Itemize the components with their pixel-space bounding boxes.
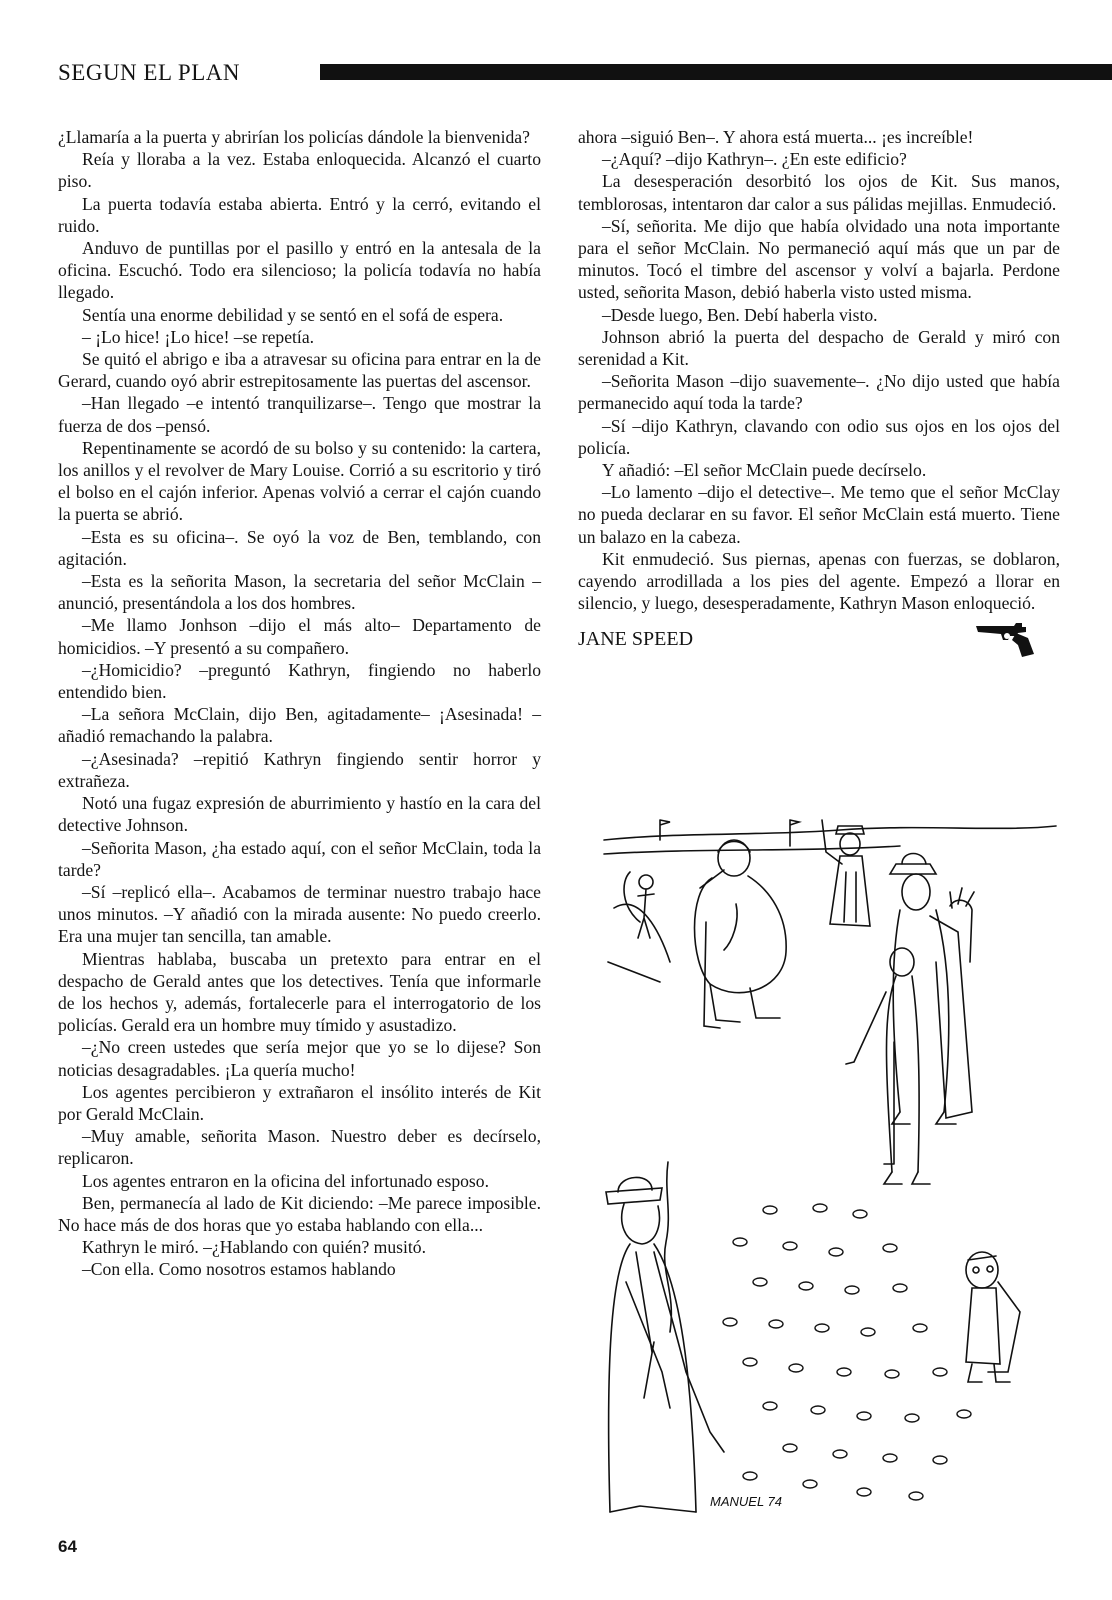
paragraph: –Sí –dijo Kathryn, clavando con odio sus ojos en los ojos del policía. [578, 415, 1060, 458]
paragraph: Los agentes percibieron y extrañaron el insólito interés de Kit por Gerald McClain. [58, 1081, 541, 1124]
author-name: JANE SPEED [578, 628, 694, 651]
paragraph: Los agentes entraron en la oficina del infortunado esposo. [82, 1170, 489, 1191]
author-signature [578, 626, 1060, 656]
paragraph: Kathryn le miró. –¿Hablando con quién? musitó. [82, 1237, 426, 1258]
left-column [58, 126, 541, 1281]
paragraph: La desesperación desorbitó los ojos de Kit. Sus manos, temblorosas, intentaron dar calor a sus pálidas mejillas. Enmudeció. [578, 171, 1060, 214]
paragraph: –¿Aquí? –dijo Kathryn–. ¿En este edificio? [602, 149, 907, 170]
paragraph: –Lo lamento –dijo el detective–. Me temo que el señor McClay no pueda declarar en su favor. El señor McClain está muerto. Tiene un balazo en la cabeza. [578, 482, 1060, 547]
paragraph: –Desde luego, Ben. Debí haberla visto. [602, 304, 878, 325]
paragraph: Repentinamente se acordó de su bolso y su contenido: la cartera, los anillos y el revolver de Mary Louise. Corrió a su escritorio y tiró el bolso en el cajón inferior. Apenas volvió a cerrar el cajón cuando la puerta se abrió. [58, 437, 541, 525]
paragraph: Johnson abrió la puerta del despacho de Gerald y miró con serenidad a Kit. [578, 326, 1060, 370]
paragraph: Anduvo de puntillas por el pasillo y entró en la antesala de la oficina. Escuchó. Todo era silencioso; la policía todavía no había llegado. [58, 238, 541, 303]
paragraph: –Señorita Mason, ¿ha estado aquí, con el señor McClain, toda la tarde? [58, 837, 541, 880]
paragraph: Y añadió: –El señor McClain puede decírselo. [602, 460, 927, 481]
paragraph: –¿No creen ustedes que sería mejor que yo se lo dijese? Son noticias desagradables. ¡La quería mucho! [58, 1037, 541, 1080]
header-rule [320, 64, 1112, 80]
paragraph: –Esta es su oficina–. Se oyó la voz de Ben, temblando, con agitación. [58, 526, 541, 569]
revolver-icon [974, 620, 1038, 658]
golf-gangster-cartoon [600, 812, 1058, 1514]
page-number: 64 [58, 1537, 77, 1556]
paragraph: –Muy amable, señorita Mason. Nuestro deber es decírselo, replicaron. [58, 1126, 541, 1169]
paragraph: ahora –siguió Ben–. Y ahora está muerta... ¡es increíble! [578, 127, 974, 147]
paragraph: –Sí, señorita. Me dijo que había olvidado una nota importante para el señor McClain. No permaneció aquí más que un par de minutos. Tocó el timbre del ascensor y volví a bajarla. Perdone usted, señorita Mason, debió haberla visto usted misma. [578, 215, 1060, 303]
paragraph: –Señorita Mason –dijo suavemente–. ¿No dijo usted que había permanecido aquí toda la tarde? [578, 371, 1060, 414]
paragraph: Reía y lloraba a la vez. Estaba enloquecida. Alcanzó el cuarto piso. [58, 149, 541, 192]
paragraph: –Han llegado –e intentó tranquilizarse–. Tengo que mostrar la fuerza de dos –pensó. [58, 393, 541, 436]
paragraph: –¿Homicidio? –preguntó Kathryn, fingiendo no haberlo entendido bien. [58, 659, 541, 703]
paragraph: Mientras hablaba, buscaba un pretexto para entrar en el despacho de Gerald antes que los detectives. Tenía que informarle de los hechos y, además, fortalecerle para el interrogatorio de los policías. Gerald era un hombre muy tímido y asustadizo. [58, 948, 541, 1036]
right-column [578, 126, 1060, 656]
paragraph: –Con ella. Como nosotros estamos hablando [82, 1259, 396, 1280]
illustration-signature: MANUEL 74 [710, 1494, 783, 1509]
paragraph: Se quitó el abrigo e iba a atravesar su oficina para entrar en la de Gerard, cuando oyó abrir estrepitosamente las puertas del ascensor. [58, 349, 541, 392]
page-header [58, 56, 1060, 90]
paragraph: Kit enmudeció. Sus piernas, apenas con fuerzas, se doblaron, cayendo arrodillada a los pies del agente. Empezó a llorar en silencio, y luego, desesperadamente, Kathryn Mason enloqueció. [578, 548, 1060, 614]
paragraph: –La señora McClain, dijo Ben, agitadamente– ¡Asesinada! –añadió remachando la palabra. [58, 704, 541, 747]
paragraph: – ¡Lo hice! ¡Lo hice! –se repetía. [82, 326, 315, 347]
paragraph: La puerta todavía estaba abierta. Entró y la cerró, evitando el ruido. [58, 193, 541, 236]
paragraph: –Me llamo Jonhson –dijo el más alto– Departamento de homicidios. –Y presentó a su compañero. [58, 615, 541, 658]
right-paragraphs [578, 126, 1060, 614]
paragraph: –Esta es la señorita Mason, la secretaria del señor McClain –anunció, presentándola a los dos hombres. [58, 571, 541, 614]
section-title: SEGUN EL PLAN [58, 60, 240, 85]
paragraph: Notó una fugaz expresión de aburrimiento y hastío en la cara del detective Johnson. [58, 793, 541, 836]
paragraph: Ben, permanecía al lado de Kit diciendo: –Me parece imposible. No hace más de dos horas que yo estaba hablando con ella... [58, 1192, 541, 1235]
paragraph: ¿Llamaría a la puerta y abrirían los policías dándole la bienvenida? [58, 127, 530, 147]
paragraph: Sentía una enorme debilidad y se sentó en el sofá de espera. [82, 304, 504, 325]
paragraph: –Sí –replicó ella–. Acabamos de terminar nuestro trabajo hace unos minutos. –Y añadió con la mirada ausente: No puedo creerlo. Era una mujer tan sencilla, tan amable. [58, 881, 541, 947]
paragraph: –¿Asesinada? –repitió Kathryn fingiendo sentir horror y extrañeza. [58, 748, 541, 791]
